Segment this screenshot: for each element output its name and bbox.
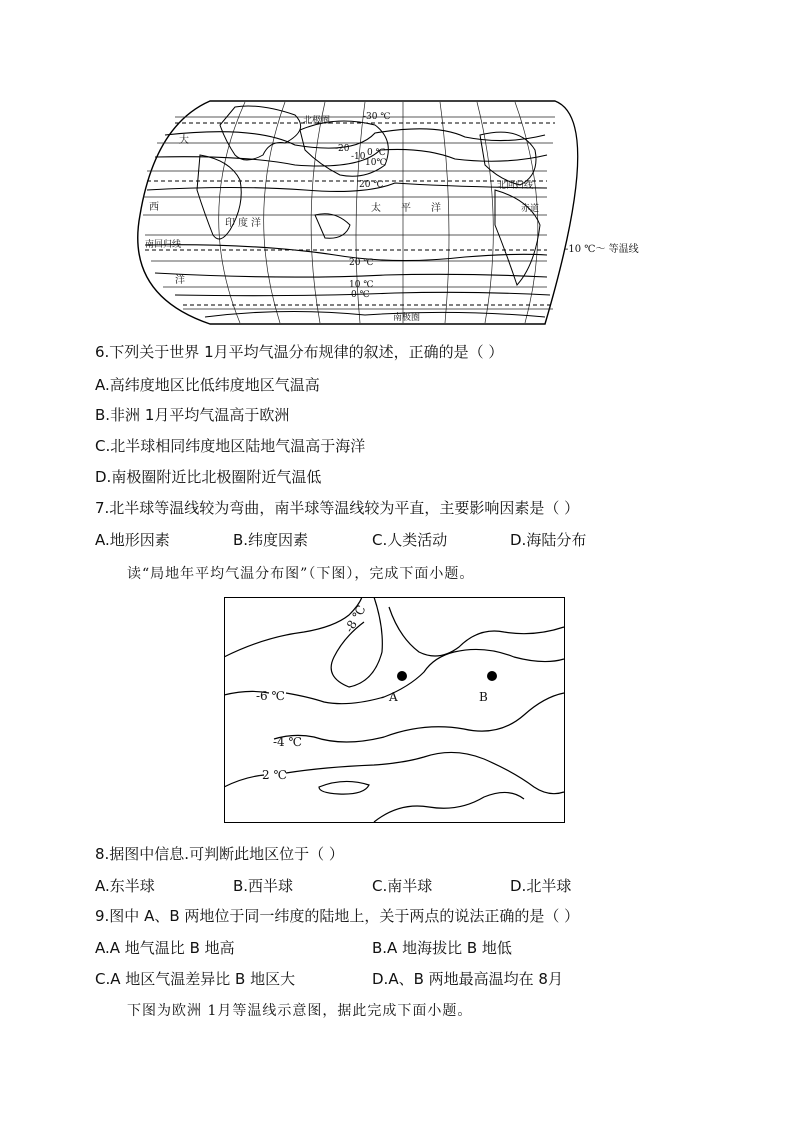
point-a-label: A (389, 690, 398, 704)
q7-option-c[interactable]: C.人类活动 (372, 531, 448, 549)
q8-option-c[interactable]: C.南半球 (372, 877, 433, 895)
q7-option-a[interactable]: A.地形因素 (95, 531, 170, 549)
q9-option-b[interactable]: B.A 地海拔比 B 地低 (372, 939, 512, 957)
label-tropic-south: 南回归线 (145, 240, 182, 250)
q6-stem: 6.下列关于世界 1月平均气温分布规律的叙述，正确的是（ ） (95, 343, 504, 361)
label-ocean-indian-2: 度 (238, 218, 248, 229)
label-da: 大 (179, 135, 189, 146)
label-north-polar-circle: 北极圈 (303, 116, 331, 126)
label-iso-0a: 0 ℃ (367, 148, 386, 158)
local-map-frame (225, 598, 565, 823)
label-iso-20a: 20 ℃ (359, 180, 384, 190)
q7-option-b[interactable]: B.纬度因素 (233, 531, 309, 549)
intro-local-map: 读“局地年平均气温分布图”（下图），完成下面小题。 (127, 566, 475, 582)
q9-option-a[interactable]: A.A 地气温比 B 地高 (95, 939, 235, 957)
special-latitudes (145, 123, 555, 305)
label-iso-10b: 10 ℃ (349, 280, 374, 290)
label-iso-10a: 10℃ (365, 158, 387, 168)
point-a-dot (397, 671, 407, 681)
q7-option-d[interactable]: D.海陆分布 (510, 531, 587, 549)
point-b-dot (487, 671, 497, 681)
local-isotherms (224, 597, 564, 822)
label-iso-m10: -10 (351, 152, 366, 162)
local-temperature-map (224, 597, 566, 824)
world-isotherm-map (135, 95, 655, 330)
point-b-label: B (479, 690, 488, 704)
q8-option-d[interactable]: D.北半球 (510, 877, 572, 895)
q8-stem: 8.据图中信息.可判断此地区位于（ ） (95, 845, 344, 863)
q9-option-d[interactable]: D.A、B 两地最高温均在 8月 (372, 970, 563, 988)
label-ocean-pacific-3: 洋 (431, 203, 441, 214)
label-xi: 西 (149, 202, 159, 213)
label-ocean-pacific-1: 太 (371, 203, 381, 214)
q9-option-c[interactable]: C.A 地区气温差异比 B 地区大 (95, 970, 296, 988)
q9-stem: 9.图中 A、B 两地位于同一纬度的陆地上，关于两点的说法正确的是（ ） (95, 907, 580, 925)
label-iso-m30: -30 ℃ (363, 112, 391, 122)
iso-m4-label: -4 ℃ (273, 735, 302, 749)
q6-option-c[interactable]: C.北半球相同纬度地区陆地气温高于海洋 (95, 437, 366, 455)
iso-m6-label: -6 ℃ (256, 689, 285, 703)
q8-option-b[interactable]: B.西半球 (233, 877, 294, 895)
label-equator: 赤道 (521, 204, 540, 214)
label-iso-m20: -20 (335, 144, 350, 154)
q6-option-b[interactable]: B.非洲 1月平均气温高于欧洲 (95, 406, 290, 424)
label-tropic-north: 北回归线 (497, 181, 534, 191)
intro-europe-map: 下图为欧洲 1月等温线示意图，据此完成下面小题。 (127, 1003, 473, 1019)
label-iso-20b: 20 ℃ (349, 258, 374, 268)
label-ocean-indian-1: 印 (225, 218, 235, 229)
q8-option-a[interactable]: A.东半球 (95, 877, 155, 895)
label-ocean-indian-3: 洋 (251, 218, 261, 229)
q6-option-a[interactable]: A.高纬度地区比低纬度地区气温高 (95, 376, 320, 394)
label-ocean-pacific-2: 平 (401, 203, 411, 214)
label-yang: 洋 (175, 275, 185, 286)
map-legend: -10 ℃～ 等温线 (565, 244, 639, 255)
q7-stem: 7.北半球等温线较为弯曲，南半球等温线较为平直，主要影响因素是（ ） (95, 499, 580, 517)
iso-m8-label: -8 ℃ (341, 602, 369, 635)
label-south-polar-circle: 南极圈 (393, 313, 421, 323)
q6-option-d[interactable]: D.南极圈附近比北极圈附近气温低 (95, 468, 322, 486)
label-iso-0b: 0 ℃ (351, 290, 370, 300)
iso-m2-label: -2 ℃ (258, 768, 287, 782)
